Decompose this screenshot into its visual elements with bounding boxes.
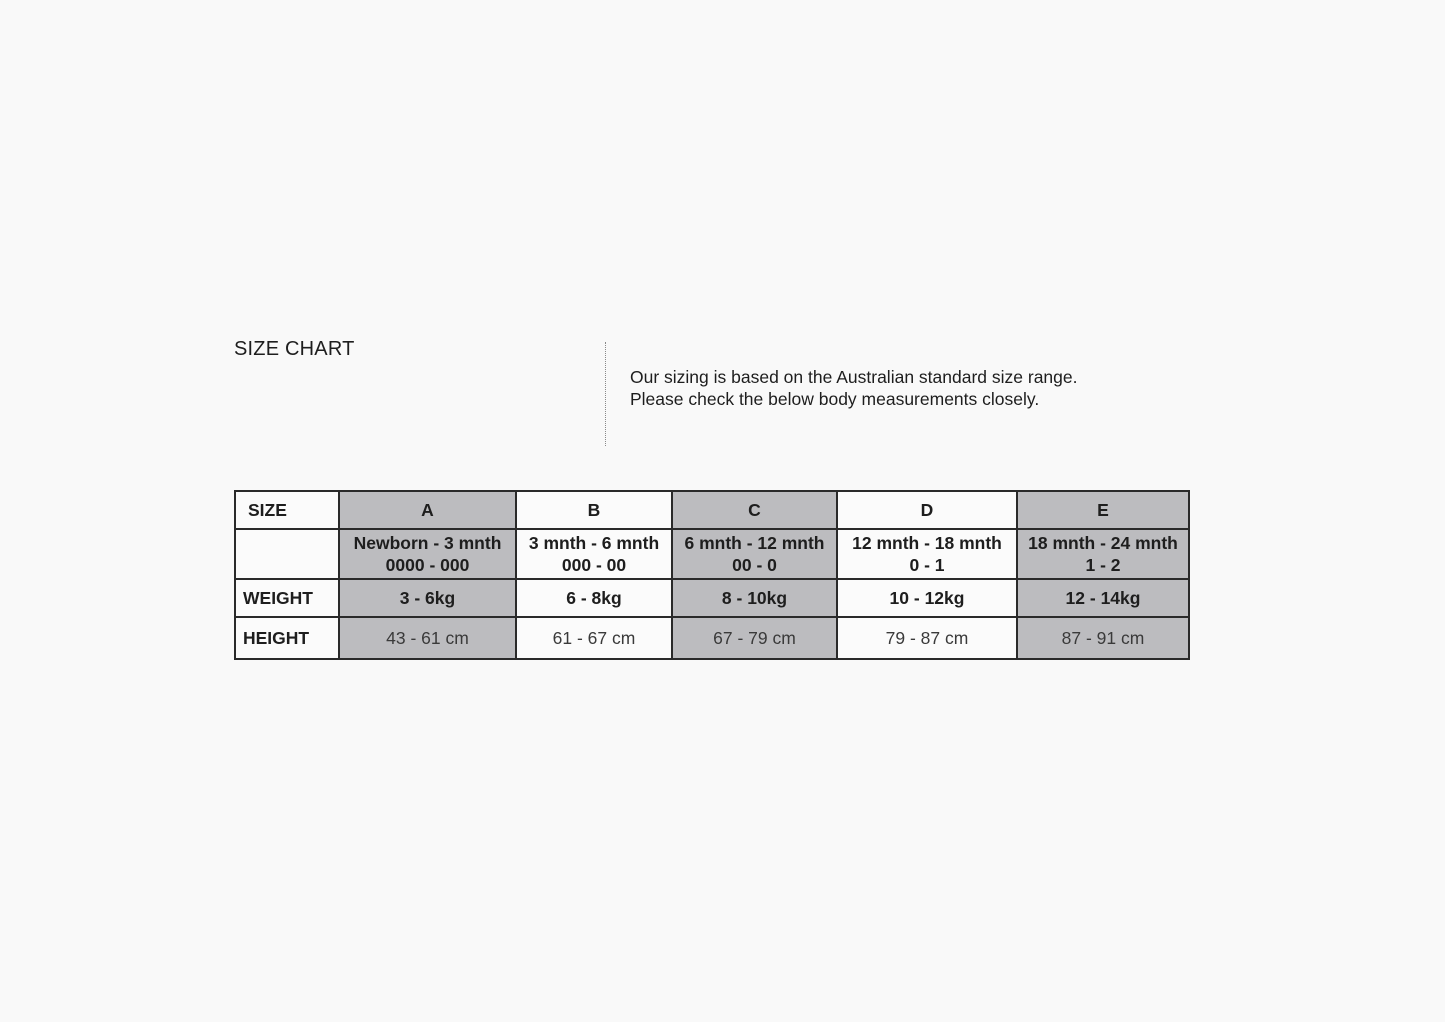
au-size-d: 0 - 1: [909, 555, 945, 575]
row-label-size: SIZE: [235, 491, 339, 529]
au-size-a: 0000 - 000: [385, 555, 470, 575]
size-letter-b: B: [516, 491, 672, 529]
table-row-height: [235, 617, 1189, 659]
intro-line-1: Our sizing is based on the Australian standard size range.: [630, 367, 1078, 387]
size-chart-table: [234, 490, 1190, 660]
height-b: 61 - 67 cm: [516, 617, 672, 659]
weight-c: 8 - 10kg: [672, 579, 837, 617]
row-label-ages: [235, 529, 339, 579]
weight-d: 10 - 12kg: [837, 579, 1017, 617]
height-d: 79 - 87 cm: [837, 617, 1017, 659]
height-a: 43 - 61 cm: [339, 617, 516, 659]
age-range-a: Newborn - 3 mnth: [353, 533, 502, 553]
weight-a: 3 - 6kg: [339, 579, 516, 617]
age-range-b: 3 mnth - 6 mnth: [528, 533, 660, 553]
age-cell-d: [837, 529, 1017, 579]
age-range-c: 6 mnth - 12 mnth: [684, 533, 825, 553]
table-row-age-ranges: [235, 529, 1189, 579]
age-cell-a: [339, 529, 516, 579]
size-letter-e: E: [1017, 491, 1189, 529]
size-letter-c: C: [672, 491, 837, 529]
age-cell-e: [1017, 529, 1189, 579]
table-row-weight: [235, 579, 1189, 617]
size-letter-d: D: [837, 491, 1017, 529]
au-size-c: 00 - 0: [732, 555, 777, 575]
vertical-divider: [605, 342, 606, 446]
height-e: 87 - 91 cm: [1017, 617, 1189, 659]
age-cell-c: [672, 529, 837, 579]
table-row-size-letters: [235, 491, 1189, 529]
row-label-weight: WEIGHT: [235, 579, 339, 617]
height-c: 67 - 79 cm: [672, 617, 837, 659]
intro-line-2: Please check the below body measurements closely.: [630, 389, 1040, 409]
size-letter-a: A: [339, 491, 516, 529]
intro-text: [630, 366, 1077, 410]
page-title: SIZE CHART: [234, 338, 355, 360]
row-label-height: HEIGHT: [235, 617, 339, 659]
au-size-e: 1 - 2: [1085, 555, 1121, 575]
au-size-b: 000 - 00: [561, 555, 627, 575]
weight-e: 12 - 14kg: [1017, 579, 1189, 617]
weight-b: 6 - 8kg: [516, 579, 672, 617]
age-cell-b: [516, 529, 672, 579]
age-range-d: 12 mnth - 18 mnth: [852, 533, 1002, 553]
age-range-e: 18 mnth - 24 mnth: [1028, 533, 1178, 553]
